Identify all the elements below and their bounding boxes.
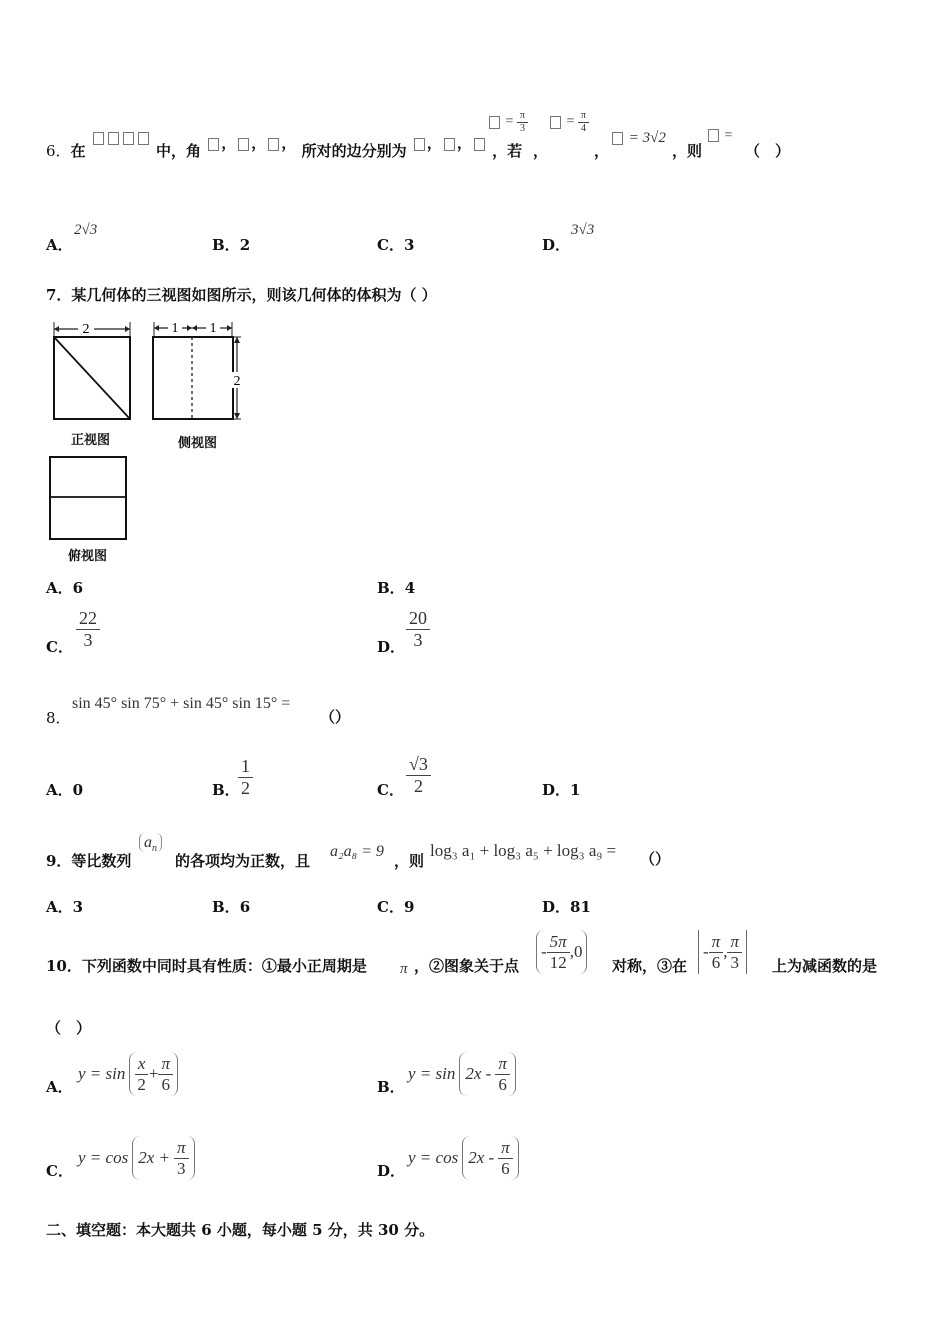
q7-option-d[interactable]: D．: [377, 638, 406, 656]
q6-option-d[interactable]: D．: [542, 236, 571, 254]
q6-commas: ，: [533, 142, 549, 160]
q10-option-a-expr: y = sin $\frac{x}{2}$ + $\frac{\pi}{6}$: [78, 1052, 178, 1096]
q10-interval: - $\frac{\pi}{6}$ , $\frac{\pi}{3}$: [698, 930, 747, 974]
q10-text-2: ，②图象关于点: [414, 957, 520, 975]
dim-side-left: 1: [171, 321, 179, 336]
front-view-caption: 正视图: [71, 432, 111, 447]
q6-target: =: [706, 128, 732, 144]
q9-text-3: ，则: [394, 852, 425, 870]
q10-text-1: 10．下列函数中同时具有性质：①最小正周期是: [46, 957, 367, 975]
q10-pi: π: [400, 961, 408, 977]
q6-condition-a: = $\frac{\pi}{3}$: [487, 110, 528, 134]
q6-option-a-value: 2√3: [74, 222, 98, 238]
q9-option-d[interactable]: D．81: [542, 898, 591, 916]
q8-option-a[interactable]: A．0: [46, 781, 84, 799]
q6-option-a[interactable]: A．: [46, 236, 73, 254]
side-view-caption: 侧视图: [178, 435, 218, 450]
q9-sequence: $a_n$: [139, 834, 162, 854]
q7-option-a[interactable]: A．6: [46, 579, 84, 597]
q10-option-b[interactable]: B．: [377, 1078, 405, 1096]
q6-comma2: ，: [594, 142, 610, 160]
q6-angle-placeholders: ， ， ，: [206, 134, 296, 152]
top-view: [50, 457, 126, 539]
q8-option-b-fraction: $\frac{1}{2}$: [238, 756, 253, 798]
q9-text-2: 的各项均为正数，且: [175, 852, 311, 870]
q7-option-b[interactable]: B．4: [377, 579, 416, 597]
q8-paren: （）: [320, 708, 351, 726]
q6-condition-side: = 3√2: [610, 130, 666, 147]
q6-stem: 6．在 中，角 ， ， ， 所对的边分别为 ， ， ，若: [46, 140, 522, 161]
q10-option-b-expr: y = sin 2x - $\frac{\pi}{6}$: [408, 1052, 516, 1096]
dim-side-right: 1: [209, 321, 217, 336]
q9-paren: （）: [640, 850, 671, 868]
q6-then: ，则: [672, 142, 703, 160]
q10-option-d[interactable]: D．: [377, 1162, 406, 1180]
q8-option-c[interactable]: C．: [377, 781, 404, 799]
side-view: [153, 320, 244, 419]
dim-side-height: 2: [233, 374, 241, 389]
q10-paren: （ ）: [46, 1019, 92, 1037]
q6-triangle-placeholder: [91, 128, 151, 146]
q10-option-c[interactable]: C．: [46, 1162, 73, 1180]
q9-condition: a₂a₈ = 9: [330, 843, 384, 860]
q10-text-3: 对称，③在: [612, 957, 688, 975]
q6-condition-b: = $\frac{\pi}{4}$: [548, 110, 589, 134]
front-view: [54, 321, 130, 419]
q7-option-d-fraction: $\frac{20}{3}$: [406, 608, 430, 650]
q9-option-b[interactable]: B．6: [212, 898, 251, 916]
q6-side-placeholders: ， ，: [412, 134, 487, 152]
q10-text-4: 上为减函数的是: [772, 957, 878, 975]
q9-option-c[interactable]: C．9: [377, 898, 415, 916]
q9-text-1: 9．等比数列: [46, 852, 132, 870]
q7-stem: 7．某几何体的三视图如图所示，则该几何体的体积为（ ）: [46, 286, 437, 304]
dim-front-width: 2: [82, 322, 90, 337]
q8-option-b[interactable]: B．: [212, 781, 240, 799]
q6-option-b[interactable]: B．2: [212, 236, 251, 254]
q8-option-d[interactable]: D．1: [542, 781, 581, 799]
section-heading: 二、填空题：本大题共 6 小题，每小题 5 分，共 30 分。: [46, 1221, 435, 1239]
q8-number: 8．: [46, 709, 71, 727]
q6-paren: （ ）: [745, 142, 791, 160]
q9-expression: log₃ a₁ + log₃ a₅ + log₃ a₉ =: [430, 841, 617, 860]
q10-option-d-expr: y = cos 2x - $\frac{\pi}{6}$: [408, 1136, 519, 1180]
top-view-caption: 俯视图: [68, 548, 108, 563]
q9-option-a[interactable]: A．3: [46, 898, 84, 916]
q6-option-d-value: 3√3: [571, 222, 595, 238]
q7-option-c[interactable]: C．: [46, 638, 73, 656]
q10-option-a[interactable]: A．: [46, 1078, 73, 1096]
q10-point: - $\frac{5\pi}{12}$ ,0: [536, 930, 587, 974]
q8-expression: sin 45° sin 75° + sin 45° sin 15° =: [72, 695, 291, 712]
q7-option-c-fraction: $\frac{22}{3}$: [76, 608, 100, 650]
q10-option-c-expr: y = cos 2x + $\frac{\pi}{3}$: [78, 1136, 195, 1180]
q6-option-c[interactable]: C．3: [377, 236, 415, 254]
q8-option-c-fraction: $\frac{√3}{2}$: [406, 754, 431, 796]
